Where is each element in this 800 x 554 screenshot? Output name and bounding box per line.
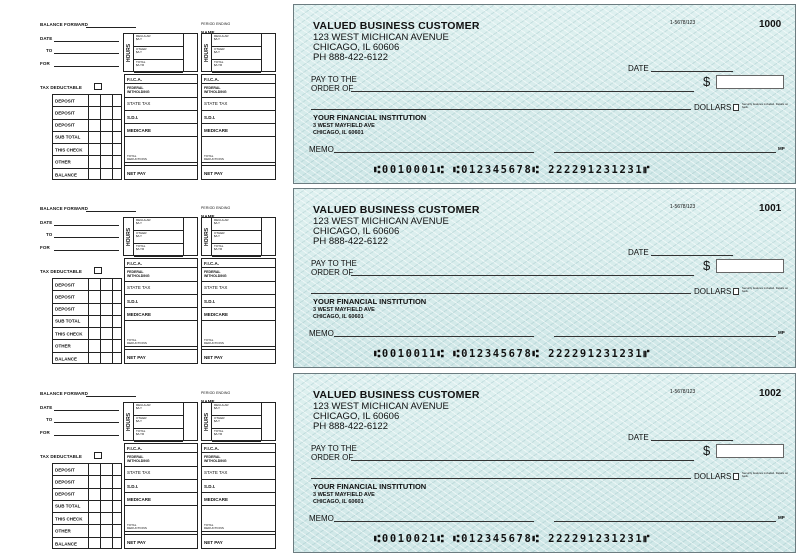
business-phone: PH 888-422-6122 (313, 236, 388, 247)
balance-forward-label: BALANCE FORWARD (40, 206, 88, 211)
tax-deductable-checkbox[interactable] (94, 452, 102, 459)
ledger-row[interactable] (53, 476, 121, 488)
business-name: VALUED BUSINESS CUSTOMER (313, 20, 480, 32)
ledger-row[interactable] (53, 353, 121, 365)
stub-to-line[interactable] (54, 237, 119, 238)
stub-for-line[interactable] (54, 66, 119, 67)
tax-deductable-label: TAX DEDUCTABLE (40, 85, 82, 90)
ledger-row[interactable] (53, 144, 121, 156)
payee-field[interactable] (351, 91, 694, 92)
bank-address-line2: CHICAGO, IL 60601 (313, 130, 364, 136)
date-field[interactable] (651, 255, 733, 256)
regular-hours-cell[interactable]: REGULAR $/LY (212, 403, 261, 416)
dollars-label: DOLLARS (694, 287, 732, 296)
employee-name-label: NAME (201, 30, 215, 35)
ledger-row-label: DEPOSIT (55, 110, 75, 116)
amount-words-field[interactable] (311, 293, 691, 294)
amount-field[interactable] (716, 75, 784, 89)
ledger-row-label: DEPOSIT (55, 282, 75, 288)
micr-line: ⑆0010011⑆ ⑆012345678⑆ 222291231231⑈ (374, 348, 652, 360)
business-phone: PH 888-422-6122 (313, 52, 388, 63)
balance-forward-line[interactable] (86, 27, 136, 28)
ledger-row[interactable] (53, 169, 121, 181)
stub-to-label: TO (46, 417, 53, 422)
net-pay-label: NET PAY (127, 171, 146, 176)
stub-to-line[interactable] (54, 422, 119, 423)
amount-words-field[interactable] (311, 109, 691, 110)
ledger-row[interactable] (53, 279, 121, 291)
ledger-row[interactable] (53, 513, 121, 525)
other-hours-cell[interactable]: OTHER $/LY (212, 416, 261, 429)
other-hours-cell[interactable]: OTHER $/LY (212, 231, 261, 244)
period-ending-label: PERIOD ENDING (201, 391, 231, 395)
business-address-line2: CHICAGO, IL 60606 (313, 226, 400, 237)
ledger-row[interactable] (53, 120, 121, 132)
ledger-row-label: DEPOSIT (55, 122, 75, 128)
bank-address-line1: 3 WEST MAYFIELD AVE (313, 307, 375, 313)
date-label: DATE (628, 248, 649, 257)
ledger-row-label: BALANCE (55, 356, 77, 362)
stub-for-line[interactable] (54, 435, 119, 436)
hours-block-right: HOURS REGULAR $/LY OTHER $/LY TOTAL $/LYR (201, 402, 276, 441)
bank-address-line2: CHICAGO, IL 60601 (313, 499, 364, 505)
check-face (293, 188, 796, 368)
medicare-label: MEDICARE (127, 497, 152, 502)
amount-words-field[interactable] (311, 478, 691, 479)
ledger-grid (52, 463, 122, 549)
balance-forward-label: BALANCE FORWARD (40, 22, 88, 27)
check-number: 1002 (759, 388, 782, 399)
stub-date-label: DATE (40, 36, 53, 41)
bank-name: YOUR FINANCIAL INSTITUTION (313, 113, 427, 122)
hours-label: HOURS (125, 43, 132, 62)
regular-hours-cell[interactable]: REGULAR $/LY (134, 403, 183, 416)
ledger-row-label: BALANCE (55, 172, 77, 178)
check-face (293, 4, 796, 184)
hours-block-left (123, 402, 198, 441)
bank-address-line1: 3 WEST MAYFIELD AVE (313, 123, 375, 129)
regular-hours-cell[interactable]: REGULAR $/LY (212, 34, 261, 47)
ledger-row-label: OTHER (55, 528, 71, 534)
check-face (293, 373, 796, 553)
date-field[interactable] (651, 71, 733, 72)
regular-hours-cell[interactable]: REGULAR $/LY (212, 218, 261, 231)
total-wages-cell[interactable]: TOTAL $/LYR (212, 429, 261, 442)
federal-withholding-label: FEDERAL WITHOLDING (127, 455, 150, 463)
total-deductions-label: TOTAL DEDUCTIONS (127, 154, 147, 162)
memo-field[interactable] (334, 521, 534, 522)
ledger-row[interactable] (53, 304, 121, 316)
deductions-column-left (124, 74, 198, 180)
ledger-row-label: DEPOSIT (55, 98, 75, 104)
date-field[interactable] (651, 440, 733, 441)
routing-fraction: 1-5678/123 (670, 20, 696, 26)
total-wages-cell[interactable]: TOTAL $/LYR (212, 244, 261, 257)
signature-field[interactable] (554, 152, 776, 153)
dollar-sign-icon: $ (703, 74, 711, 89)
mp-label: MP (778, 515, 785, 520)
ledger-row-label: SUB TOTAL (55, 134, 81, 140)
dollars-label: DOLLARS (694, 103, 732, 112)
hours-block-left (123, 217, 198, 256)
pay-to-label: PAY TO THE ORDER OF (311, 444, 357, 462)
micr-line: ⑆0010021⑆ ⑆012345678⑆ 222291231231⑈ (374, 533, 652, 545)
stub-to-label: TO (46, 232, 53, 237)
total-wages-cell[interactable]: TOTAL $/LYR (134, 60, 183, 73)
balance-forward-label: BALANCE FORWARD (40, 391, 88, 396)
stub-for-line[interactable] (54, 250, 119, 251)
state-tax-label: STATE TAX (127, 470, 151, 475)
ledger-row-label: THIS CHECK (55, 331, 83, 337)
state-tax-label: STATE TAX (127, 101, 151, 106)
dollar-sign-icon: $ (703, 443, 711, 458)
stub-date-line[interactable] (54, 410, 119, 411)
ledger-row-label: DEPOSIT (55, 294, 75, 300)
stub-for-label: FOR (40, 61, 50, 66)
federal-withholding-label: FEDERAL WITHOLDING (127, 270, 150, 278)
ledger-row-label: BALANCE (55, 541, 77, 547)
security-note: Security features included. Details on back. (742, 471, 789, 479)
business-address-line1: 123 WEST MICHICAN AVENUE (313, 401, 449, 412)
regular-hours-cell[interactable]: REGULAR $/LY (134, 218, 183, 231)
total-deductions-label: TOTAL DEDUCTIONS (127, 523, 147, 531)
medicare-label: MEDICARE (127, 128, 152, 133)
hours-block-right: HOURS REGULAR $/LY OTHER $/LY TOTAL $/LYR (201, 33, 276, 72)
stub-to-label: TO (46, 48, 53, 53)
business-address-line1: 123 WEST MICHICAN AVENUE (313, 216, 449, 227)
mp-label: MP (778, 330, 785, 335)
check-number: 1000 (759, 19, 782, 30)
ledger-row[interactable] (53, 132, 121, 144)
ledger-row[interactable] (53, 156, 121, 168)
business-phone: PH 888-422-6122 (313, 421, 388, 432)
ledger-row[interactable] (53, 316, 121, 328)
bank-address-line2: CHICAGO, IL 60601 (313, 314, 364, 320)
fica-label: F.I.C.A. (127, 77, 143, 82)
mp-label: MP (778, 146, 785, 151)
stub-to-line[interactable] (54, 53, 119, 54)
employee-name-label: NAME (201, 214, 215, 219)
employee-name-label: NAME (201, 399, 215, 404)
medicare-label: MEDICARE (127, 312, 152, 317)
dollar-sign-icon: $ (703, 258, 711, 273)
signature-field[interactable] (554, 521, 776, 522)
security-note: Security features included. Details on back. (742, 286, 789, 294)
ledger-row[interactable] (53, 328, 121, 340)
ledger-row-label: DEPOSIT (55, 306, 75, 312)
check-row-1 (0, 4, 800, 189)
ledger-row[interactable] (53, 525, 121, 537)
check-row-3 (0, 373, 800, 554)
state-tax-label: STATE TAX (127, 285, 151, 290)
business-address-line2: CHICAGO, IL 60606 (313, 42, 400, 53)
stub-for-label: FOR (40, 430, 50, 435)
tax-deductable-checkbox[interactable] (94, 267, 102, 274)
fica-label: F.I.C.A. (127, 446, 143, 451)
memo-field[interactable] (334, 152, 534, 153)
check-number: 1001 (759, 203, 782, 214)
hours-block-left (123, 33, 198, 72)
sdi-label: S.D.I. (127, 484, 139, 489)
padlock-icon (733, 104, 739, 111)
ledger-row-label: THIS CHECK (55, 147, 83, 153)
deductions-column-right: F.I.C.A. FEDERAL WITHOLDING STATE TAX S.D.I. MEDICARE TOTAL DEDUCTIONS NET PAY (201, 74, 276, 180)
business-address-line1: 123 WEST MICHICAN AVENUE (313, 32, 449, 43)
payee-field[interactable] (351, 275, 694, 276)
ledger-row[interactable] (53, 501, 121, 513)
total-wages-cell[interactable]: TOTAL $/LYR (134, 429, 183, 442)
padlock-icon (733, 473, 739, 480)
ledger-row-label: THIS CHECK (55, 516, 83, 522)
federal-withholding-label: FEDERAL WITHOLDING (127, 86, 150, 94)
payee-field[interactable] (351, 460, 694, 461)
bank-address-line1: 3 WEST MAYFIELD AVE (313, 492, 375, 498)
ledger-row[interactable] (53, 538, 121, 550)
check-stub (0, 188, 292, 373)
period-ending-label: PERIOD ENDING (201, 206, 231, 210)
tax-deductable-checkbox[interactable] (94, 83, 102, 90)
net-pay-label: NET PAY (127, 540, 146, 545)
business-name: VALUED BUSINESS CUSTOMER (313, 204, 480, 216)
business-address-line2: CHICAGO, IL 60606 (313, 411, 400, 422)
balance-forward-line[interactable] (86, 211, 136, 212)
sdi-label: S.D.I. (127, 115, 139, 120)
pay-to-label: PAY TO THE ORDER OF (311, 75, 357, 93)
ledger-row-label: DEPOSIT (55, 479, 75, 485)
deductions-column-left (124, 443, 198, 549)
business-name: VALUED BUSINESS CUSTOMER (313, 389, 480, 401)
routing-fraction: 1-5678/123 (670, 389, 696, 395)
ledger-row-label: OTHER (55, 159, 71, 165)
dollars-label: DOLLARS (694, 472, 732, 481)
sdi-label: S.D.I. (127, 299, 139, 304)
stub-for-label: FOR (40, 245, 50, 250)
other-hours-cell[interactable]: OTHER $/LY (134, 416, 183, 429)
signature-field[interactable] (554, 336, 776, 337)
memo-field[interactable] (334, 336, 534, 337)
amount-field[interactable] (716, 444, 784, 458)
tax-deductable-label: TAX DEDUCTABLE (40, 454, 82, 459)
ledger-row[interactable] (53, 95, 121, 107)
hours-block-right: HOURS REGULAR $/LY OTHER $/LY TOTAL $/LYR (201, 217, 276, 256)
fica-label: F.I.C.A. (127, 261, 143, 266)
other-hours-cell[interactable]: OTHER $/LY (212, 47, 261, 60)
stub-date-line[interactable] (54, 41, 119, 42)
padlock-icon (733, 288, 739, 295)
ledger-row[interactable] (53, 291, 121, 303)
bank-name: YOUR FINANCIAL INSTITUTION (313, 297, 427, 306)
total-deductions-label: TOTAL DEDUCTIONS (127, 338, 147, 346)
other-hours-cell[interactable]: OTHER $/LY (134, 231, 183, 244)
other-hours-cell[interactable]: OTHER $/LY (134, 47, 183, 60)
stub-date-label: DATE (40, 220, 53, 225)
balance-forward-line[interactable] (86, 396, 136, 397)
ledger-row-label: OTHER (55, 343, 71, 349)
ledger-row-label: SUB TOTAL (55, 318, 81, 324)
security-note: Security features included. Details on back. (742, 102, 789, 110)
routing-fraction: 1-5678/123 (670, 204, 696, 210)
stub-date-line[interactable] (54, 225, 119, 226)
check-stub (0, 373, 292, 554)
deductions-column-right: F.I.C.A. FEDERAL WITHOLDING STATE TAX S.D.I. MEDICARE TOTAL DEDUCTIONS NET PAY (201, 443, 276, 549)
memo-label: MEMO (309, 145, 334, 154)
ledger-grid (52, 94, 122, 180)
date-label: DATE (628, 64, 649, 73)
check-row-2 (0, 188, 800, 373)
ledger-row-label: DEPOSIT (55, 491, 75, 497)
check-stub (0, 4, 292, 189)
net-pay-label: NET PAY (127, 355, 146, 360)
stub-date-label: DATE (40, 405, 53, 410)
date-label: DATE (628, 433, 649, 442)
ledger-row[interactable] (53, 489, 121, 501)
amount-field[interactable] (716, 259, 784, 273)
bank-name: YOUR FINANCIAL INSTITUTION (313, 482, 427, 491)
deductions-column-left (124, 258, 198, 364)
micr-line: ⑆0010001⑆ ⑆012345678⑆ 222291231231⑈ (374, 164, 652, 176)
ledger-row-label: DEPOSIT (55, 467, 75, 473)
memo-label: MEMO (309, 514, 334, 523)
ledger-row[interactable] (53, 340, 121, 352)
pay-to-label: PAY TO THE ORDER OF (311, 259, 357, 277)
ledger-grid (52, 278, 122, 364)
ledger-row-label: SUB TOTAL (55, 503, 81, 509)
total-wages-cell[interactable]: TOTAL $/LYR (134, 244, 183, 257)
deductions-column-right: F.I.C.A. FEDERAL WITHOLDING STATE TAX S.D.I. MEDICARE TOTAL DEDUCTIONS NET PAY (201, 258, 276, 364)
tax-deductable-label: TAX DEDUCTABLE (40, 269, 82, 274)
regular-hours-cell[interactable]: REGULAR $/LY (134, 34, 183, 47)
hours-label: HOURS (125, 227, 132, 246)
ledger-row[interactable] (53, 464, 121, 476)
total-wages-cell[interactable]: TOTAL $/LYR (212, 60, 261, 73)
period-ending-label: PERIOD ENDING (201, 22, 231, 26)
ledger-row[interactable] (53, 107, 121, 119)
memo-label: MEMO (309, 329, 334, 338)
hours-label: HOURS (125, 412, 132, 431)
